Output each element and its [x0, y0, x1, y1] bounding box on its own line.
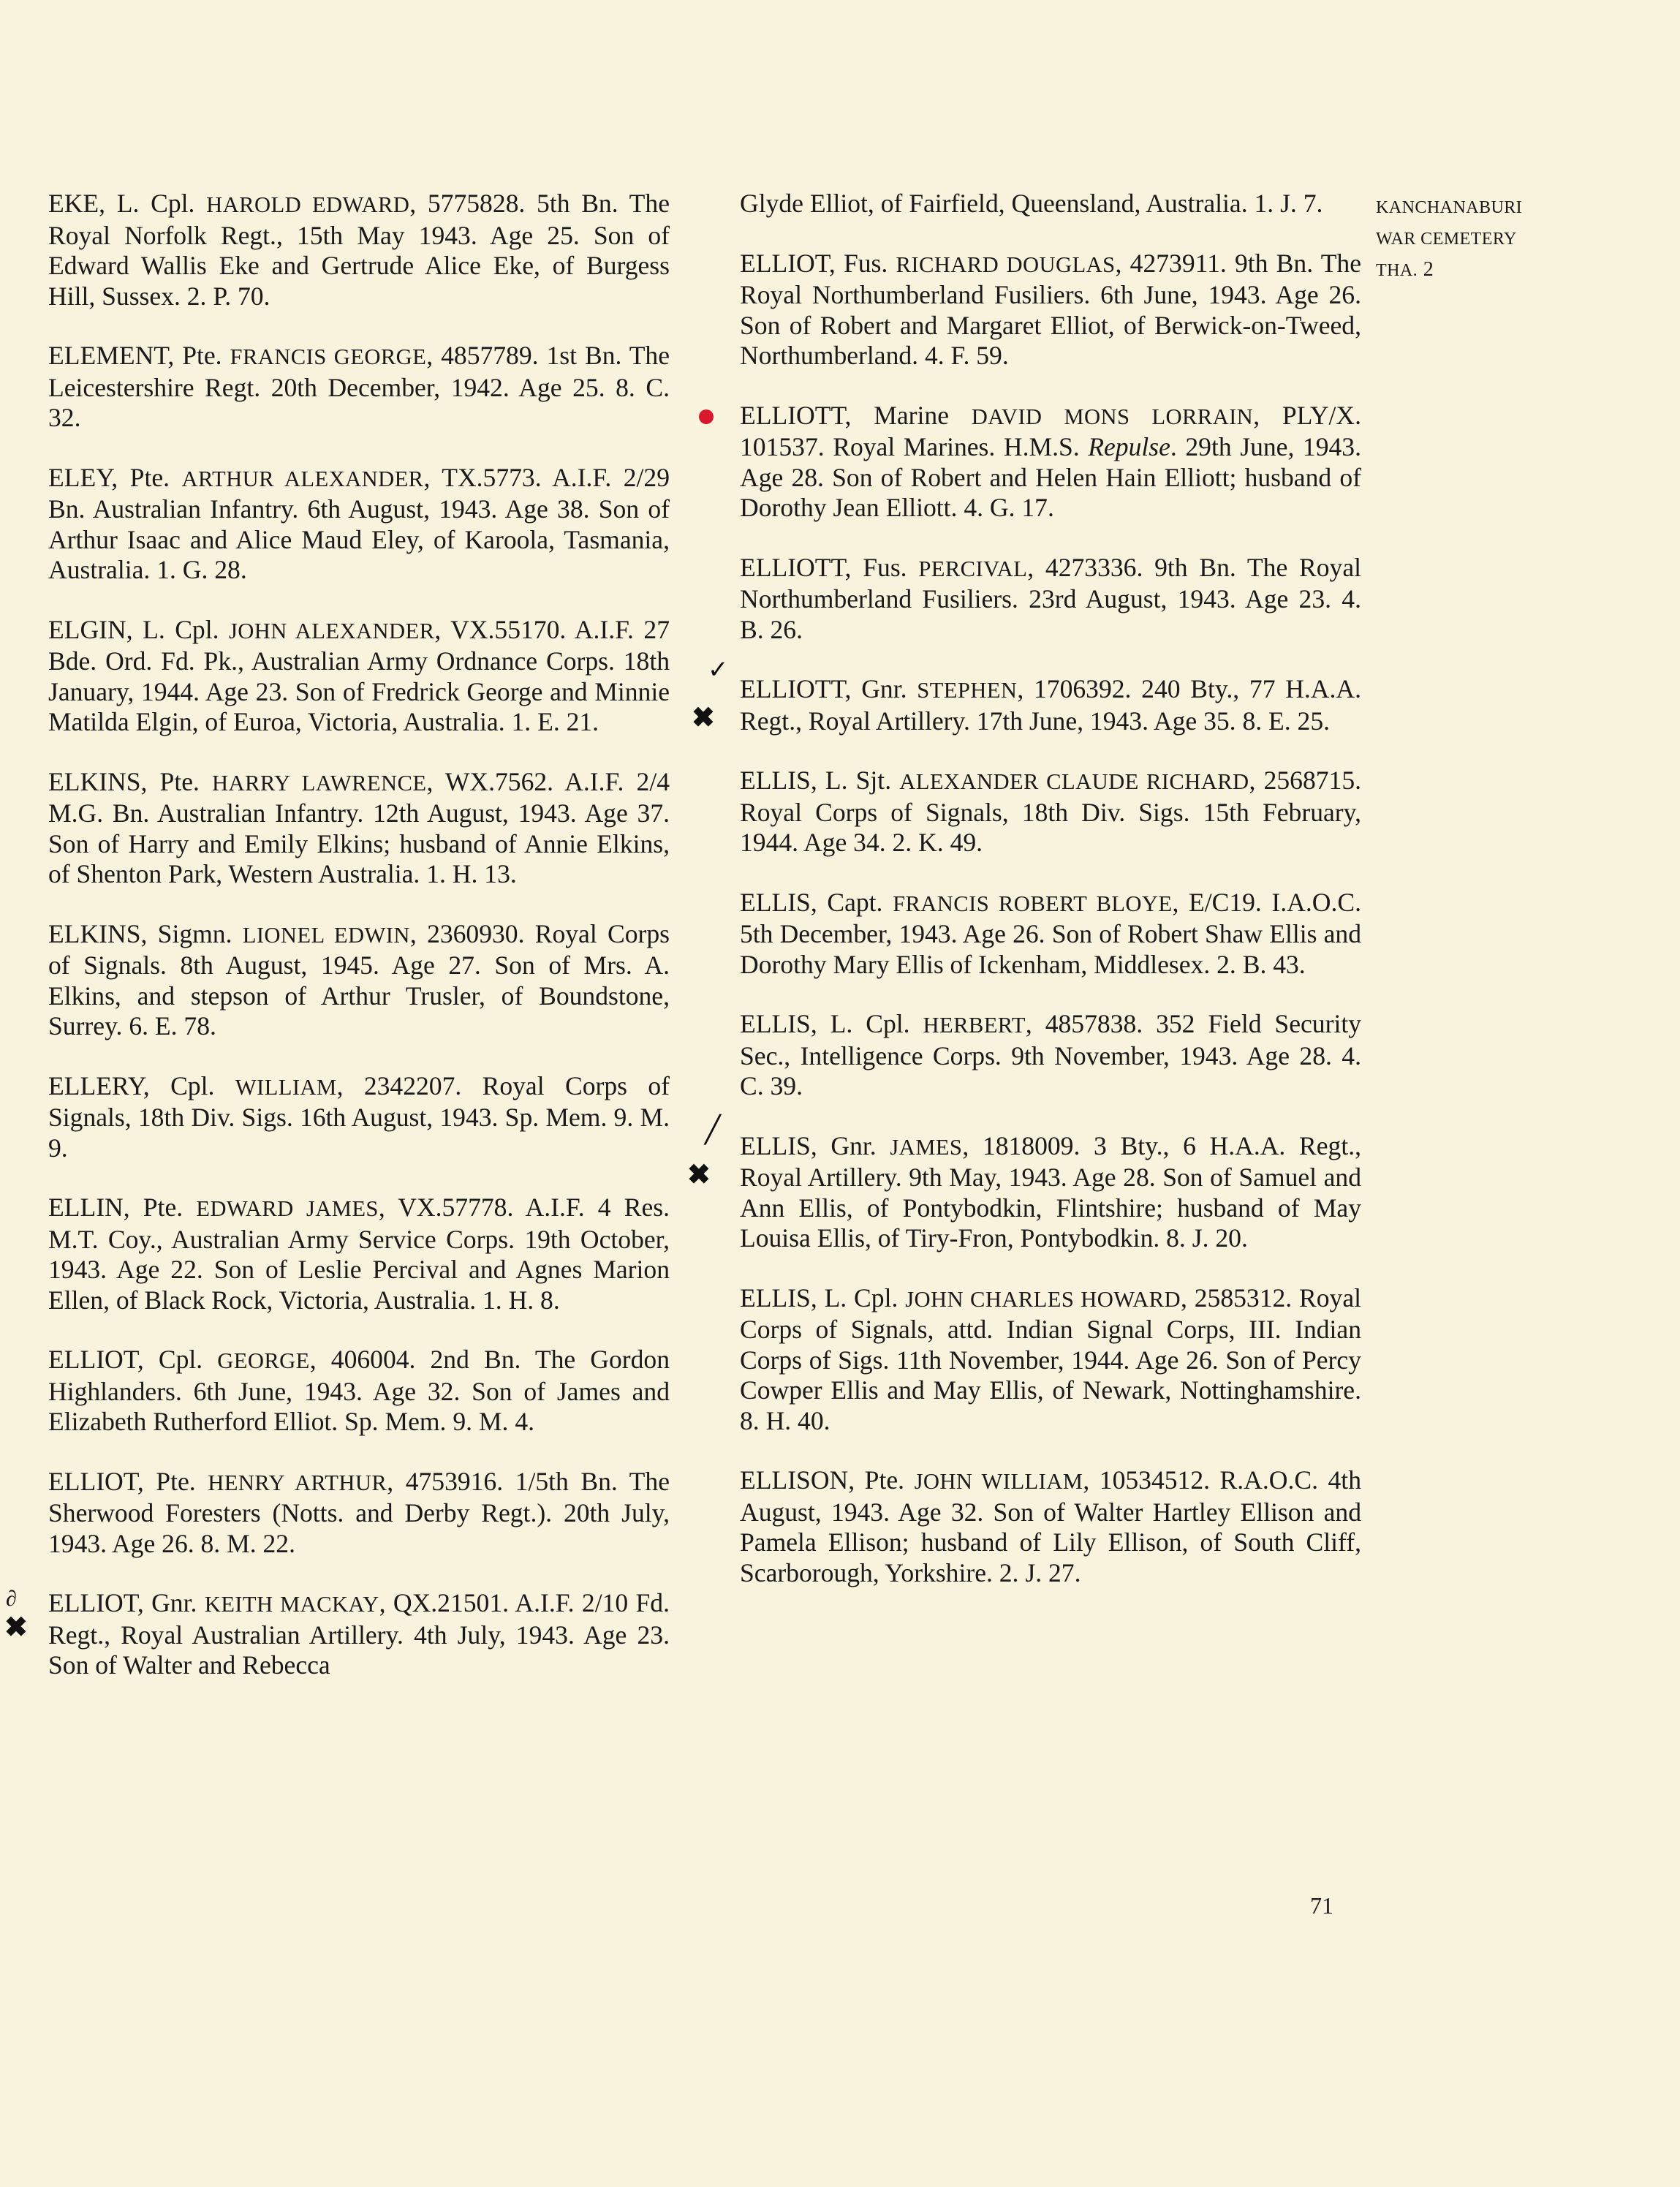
burial-entry: ✓ ✖ ELLIOTT, Gnr. STEPHEN, 1706392. 240 Bty., 77 H.A.A. Regt., Royal Artillery. 17th June, 1943. Age 35. 8. E. 25.	[692, 657, 1361, 736]
burial-entry: ELEY, Pte. ARTHUR ALEXANDER, TX.5773. A.I.F. 2/29 Bn. Australian Infantry. 6th August, 1943. Age 38. Son of Arthur Isaac and Alice Maud Eley, of Karoola, Tasmania, Australia. 1. G. 28.	[48, 462, 670, 584]
burial-entry: ELLIOT, Fus. RICHARD DOUGLAS, 4273911. 9th Bn. The Royal Northumberland Fusiliers. 6th June, 1943. Age 26. Son of Robert and Margaret Elliot, of Berwick-on-Tweed, Northumberland. 4. F. 59.	[740, 248, 1362, 370]
cross-mark-icon: ✖	[692, 703, 715, 733]
burial-entry: ELLIOTT, Marine DAVID MONS LORRAIN, PLY/X. 101537. Royal Marines. H.M.S. Repulse. 29th June, 1943. Age 28. Son of Robert and Helen Hain Elliott; husband of Dorothy Jean Elliott. 4. G. 17.	[740, 401, 1361, 524]
cross-mark-icon: ✖	[687, 1159, 711, 1190]
burial-entry: ELLIN, Pte. EDWARD JAMES, VX.57778. A.I.F. 4 Res. M.T. Coy., Australian Army Service Corps. 19th October, 1943. Age 22. Son of Leslie Percival and Agnes Marion Ellen, of Black Rock, Victoria, Australia. 1. H. 8.	[48, 1193, 670, 1315]
cemetery-name-line2: WAR CEMETERY	[1376, 230, 1517, 249]
cemetery-code: THA. 2	[1376, 258, 1434, 281]
burial-entry: EKE, L. Cpl. HAROLD EDWARD, 5775828. 5th Bn. The Royal Norfolk Regt., 15th May 1943. Age 25. Son of Edward Wallis Eke and Gertrude Alice Eke, of Burgess Hill, Sussex. 2. P. 70.	[48, 189, 670, 311]
burial-entry: ELLIOT, Cpl. GEORGE, 406004. 2nd Bn. The Gordon Highlanders. 6th June, 1943. Age 32. Son of James and Elizabeth Rutherford Elliot. Sp. Mem. 9. M. 4.	[48, 1345, 670, 1436]
burial-entry: ELLIS, L. Sjt. ALEXANDER CLAUDE RICHARD, 2568715. Royal Corps of Signals, 18th Div. Sigs. 15th February, 1944. Age 34. 2. K. 49.	[740, 766, 1361, 857]
burial-entry: ELLIS, L. Cpl. HERBERT, 4857838. 352 Field Security Sec., Intelligence Corps. 9th November, 1943. Age 28. 4. C. 39.	[740, 1009, 1362, 1100]
burial-entry: ELKINS, Sigmn. LIONEL EDWIN, 2360930. Royal Corps of Signals. 8th August, 1945. Age 27. Son of Mrs. A. Elkins, and stepson of Arthur Trusler, of Boundstone, Surrey. 6. E. 78.	[48, 918, 670, 1040]
cemetery-header	[1376, 192, 1566, 286]
burial-entry: ELLERY, Cpl. WILLIAM, 2342207. Royal Corps of Signals, 18th Div. Sigs. 16th August, 1943. Sp. Mem. 9. M. 9.	[48, 1070, 670, 1163]
cemetery-name-line1: KANCHANABURI	[1376, 198, 1523, 217]
burial-entry: ELLIS, Capt. FRANCIS ROBERT BLOYE, E/C19. I.A.O.C. 5th December, 1943. Age 26. Son of Robert Shaw Ellis and Dorothy Mary Ellis of Ickenham, Middlesex. 2. B. 43.	[740, 887, 1361, 979]
cross-mark-icon: ✖	[4, 1612, 28, 1643]
burial-entry: ELLIOT, Pte. HENRY ARTHUR, 4753916. 1/5th Bn. The Sherwood Foresters (Notts. and Derby Regt.). 20th July, 1943. Age 26. 8. M. 22.	[48, 1466, 670, 1558]
burial-entry: ∂ ✖ ELLIOT, Gnr. KEITH MACKAY, QX.21501. A.I.F. 2/10 Fd. Regt., Royal Australian Artillery. 4th July, 1943. Age 23. Son of Walter and Rebecca	[48, 1588, 670, 1681]
burial-entry: ELKINS, Pte. HARRY LAWRENCE, WX.7562. A.I.F. 2/4 M.G. Bn. Australian Infantry. 12th August, 1943. Age 37. Son of Harry and Emily Elkins; husband of Annie Elkins, of Shenton Park, Western Australia. 1. H. 13.	[48, 766, 670, 888]
red-dot-marker-icon	[699, 409, 714, 424]
right-column	[687, 189, 1362, 1617]
burial-entry: ELEMENT, Pte. FRANCIS GEORGE, 4857789. 1st Bn. The Leicestershire Regt. 20th December, 1942. Age 25. 8. C. 32.	[48, 341, 670, 432]
handwritten-a-mark-icon: ∂	[6, 1587, 17, 1611]
check-mark-icon: ╱	[705, 1114, 721, 1144]
left-column	[4, 189, 670, 1710]
check-mark-icon: ✓	[708, 657, 729, 684]
burial-entry: ELLISON, Pte. JOHN WILLIAM, 10534512. R.A.O.C. 4th August, 1943. Age 32. Son of Walter Hartley Ellison and Pamela Ellison; husband of Lily Ellison, of South Cliff, Scarborough, Yorkshire. 2. J. 27.	[740, 1465, 1361, 1587]
burial-entry-continuation: Glyde Elliot, of Fairfield, Queensland, Australia. 1. J. 7.	[740, 189, 1323, 218]
page-number: 71	[1310, 1892, 1333, 1919]
burial-entry: ELGIN, L. Cpl. JOHN ALEXANDER, VX.55170. A.I.F. 27 Bde. Ord. Fd. Pk., Australian Army Ordnance Corps. 18th January, 1944. Age 23. Son of Fredrick George and Minnie Matilda Elgin, of Euroa, Victoria, Australia. 1. E. 21.	[48, 614, 670, 736]
burial-entry: ╱ ✖ ELLIS, Gnr. JAMES, 1818009. 3 Bty., 6 H.A.A. Regt., Royal Artillery. 9th May, 1943. Age 28. Son of Samuel and Ann Ellis, of Pontybodkin, Flintshire; husband of May Louisa Ellis, of Tiry-Fron, Pontybodkin. 8. J. 20.	[687, 1114, 1361, 1253]
burial-entry: ELLIS, L. Cpl. JOHN CHARLES HOWARD, 2585312. Royal Corps of Signals, attd. Indian Signal Corps, III. Indian Corps of Sigs. 11th November, 1944. Age 26. Son of Percy Cowper Ellis and May Ellis, of Newark, Nottinghamshire. 8. H. 40.	[740, 1283, 1361, 1435]
burial-entry: ELLIOTT, Fus. PERCIVAL, 4273336. 9th Bn. The Royal Northumberland Fusiliers. 23rd August, 1943. Age 23. 4. B. 26.	[740, 552, 1361, 644]
